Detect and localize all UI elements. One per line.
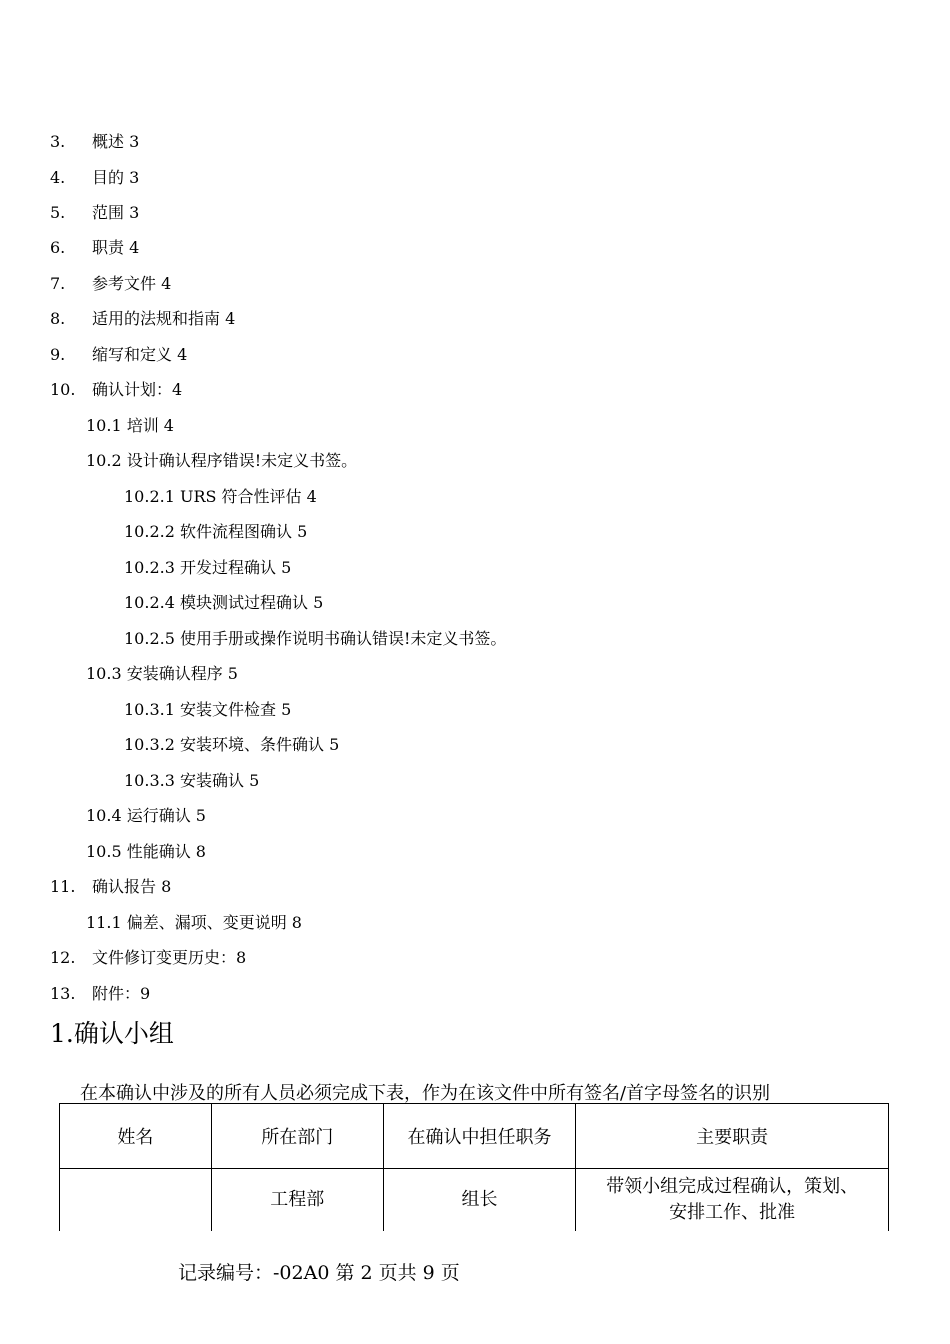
toc-subentry: 10.4 运行确认 5 <box>86 806 206 825</box>
cell-name <box>60 1169 212 1232</box>
toc-subentry: 10.1 培训 4 <box>86 416 174 435</box>
toc-subentry: 11.1 偏差、漏项、变更说明 8 <box>86 913 302 932</box>
toc-subentry: 10.3.1 安装文件检查 5 <box>124 700 292 719</box>
header-duties: 主要职责 <box>576 1104 889 1169</box>
table-row <box>60 1169 889 1232</box>
toc-subentry: 10.5 性能确认 8 <box>86 842 206 861</box>
toc-subentry: 10.3.2 安装环境、条件确认 5 <box>124 735 340 754</box>
team-table <box>59 1103 889 1231</box>
cell-department: 工程部 <box>211 1169 383 1232</box>
table-header-row <box>60 1104 889 1169</box>
header-role: 在确认中担任职务 <box>383 1104 576 1169</box>
toc-subentry: 10.2.1 URS 符合性评估 4 <box>124 487 317 506</box>
duty-line: 带领小组完成过程确认，策划、 <box>606 1176 859 1197</box>
header-department: 所在部门 <box>211 1104 383 1169</box>
toc-subentry: 10.2.5 使用手册或操作说明书确认错误!未定义书签。 <box>124 629 507 648</box>
section-heading: 1.确认小组 <box>50 1019 174 1048</box>
toc-subentry: 10.2 设计确认程序错误!未定义书签。 <box>86 451 358 470</box>
header-name: 姓名 <box>60 1104 212 1169</box>
duty-line: 安排工作、批准 <box>669 1202 796 1223</box>
cell-role: 组长 <box>383 1169 576 1232</box>
toc-subentry: 10.2.3 开发过程确认 5 <box>124 558 292 577</box>
page-footer: 记录编号：-02A0 第 2 页共 9 页 <box>178 1262 460 1284</box>
toc-subentry: 10.2.4 模块测试过程确认 5 <box>124 593 324 612</box>
toc-subentry: 10.3.3 安装确认 5 <box>124 771 260 790</box>
toc-subentry: 10.3 安装确认程序 5 <box>86 664 238 683</box>
toc-subentry: 10.2.2 软件流程图确认 5 <box>124 522 308 541</box>
intro-text: 在本确认中涉及的所有人员必须完成下表，作为在该文件中所有签名/首字母签名的识别 <box>80 1083 771 1104</box>
cell-duties <box>576 1169 889 1232</box>
